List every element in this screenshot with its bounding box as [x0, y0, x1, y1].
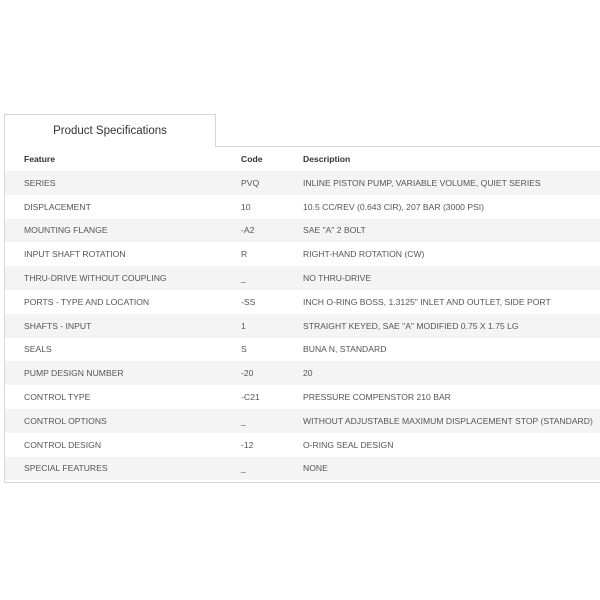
table-row [5, 314, 600, 338]
table-row [5, 457, 600, 481]
cell-code: 1 [241, 314, 303, 338]
cell-code: PVQ [241, 171, 303, 195]
cell-description: 10.5 CC/REV (0.643 CIR), 207 BAR (3000 PSI) [303, 195, 600, 219]
cell-feature: PORTS - TYPE AND LOCATION [5, 290, 241, 314]
tab-divider [216, 146, 600, 147]
table-header-row [5, 147, 600, 171]
cell-feature: INPUT SHAFT ROTATION [5, 242, 241, 266]
table-row [5, 361, 600, 385]
header-code: Code [241, 154, 263, 164]
cell-description: RIGHT-HAND ROTATION (CW) [303, 242, 600, 266]
cell-feature: MOUNTING FLANGE [5, 219, 241, 243]
table-row [5, 171, 600, 195]
table-row [5, 409, 600, 433]
table-row [5, 219, 600, 243]
cell-code: 10 [241, 195, 303, 219]
cell-feature: CONTROL TYPE [5, 385, 241, 409]
cell-description: STRAIGHT KEYED, SAE "A" MODIFIED 0.75 X 1.75 LG [303, 314, 600, 338]
cell-code: -12 [241, 433, 303, 457]
cell-feature: SEALS [5, 338, 241, 362]
cell-description: NONE [303, 457, 600, 481]
cell-code: _ [241, 266, 303, 290]
cell-description: BUNA N, STANDARD [303, 338, 600, 362]
table-row [5, 385, 600, 409]
table-row [5, 290, 600, 314]
cell-feature: THRU-DRIVE WITHOUT COUPLING [5, 266, 241, 290]
cell-description: O-RING SEAL DESIGN [303, 433, 600, 457]
cell-code: _ [241, 409, 303, 433]
header-feature: Feature [24, 154, 56, 164]
tab-bar [5, 114, 600, 147]
cell-feature: CONTROL OPTIONS [5, 409, 241, 433]
cell-description: INLINE PISTON PUMP, VARIABLE VOLUME, QUIET SERIES [303, 171, 600, 195]
table-row [5, 242, 600, 266]
product-specifications-panel [4, 114, 600, 483]
cell-feature: SHAFTS - INPUT [5, 314, 241, 338]
cell-description: 20 [303, 361, 600, 385]
cell-description: NO THRU-DRIVE [303, 266, 600, 290]
cell-code: -SS [241, 290, 303, 314]
cell-code: -C21 [241, 385, 303, 409]
cell-feature: PUMP DESIGN NUMBER [5, 361, 241, 385]
cell-code: _ [241, 457, 303, 481]
table-row [5, 266, 600, 290]
cell-feature: SPECIAL FEATURES [5, 457, 241, 481]
tab-product-specifications[interactable]: Product Specifications [5, 114, 216, 147]
cell-code: R [241, 242, 303, 266]
cell-description: WITHOUT ADJUSTABLE MAXIMUM DISPLACEMENT STOP (STANDARD) [303, 409, 600, 433]
cell-code: -20 [241, 361, 303, 385]
cell-description: INCH O-RING BOSS, 1.3125" INLET AND OUTLET, SIDE PORT [303, 290, 600, 314]
cell-code: S [241, 338, 303, 362]
table-row [5, 433, 600, 457]
table-row [5, 195, 600, 219]
table-row [5, 338, 600, 362]
cell-feature: DISPLACEMENT [5, 195, 241, 219]
table-body [5, 171, 600, 480]
cell-feature: SERIES [5, 171, 241, 195]
header-description: Description [303, 154, 351, 164]
cell-feature: CONTROL DESIGN [5, 433, 241, 457]
cell-description: PRESSURE COMPENSTOR 210 BAR [303, 385, 600, 409]
cell-code: -A2 [241, 219, 303, 243]
cell-description: SAE "A" 2 BOLT [303, 219, 600, 243]
specifications-table [5, 147, 600, 480]
